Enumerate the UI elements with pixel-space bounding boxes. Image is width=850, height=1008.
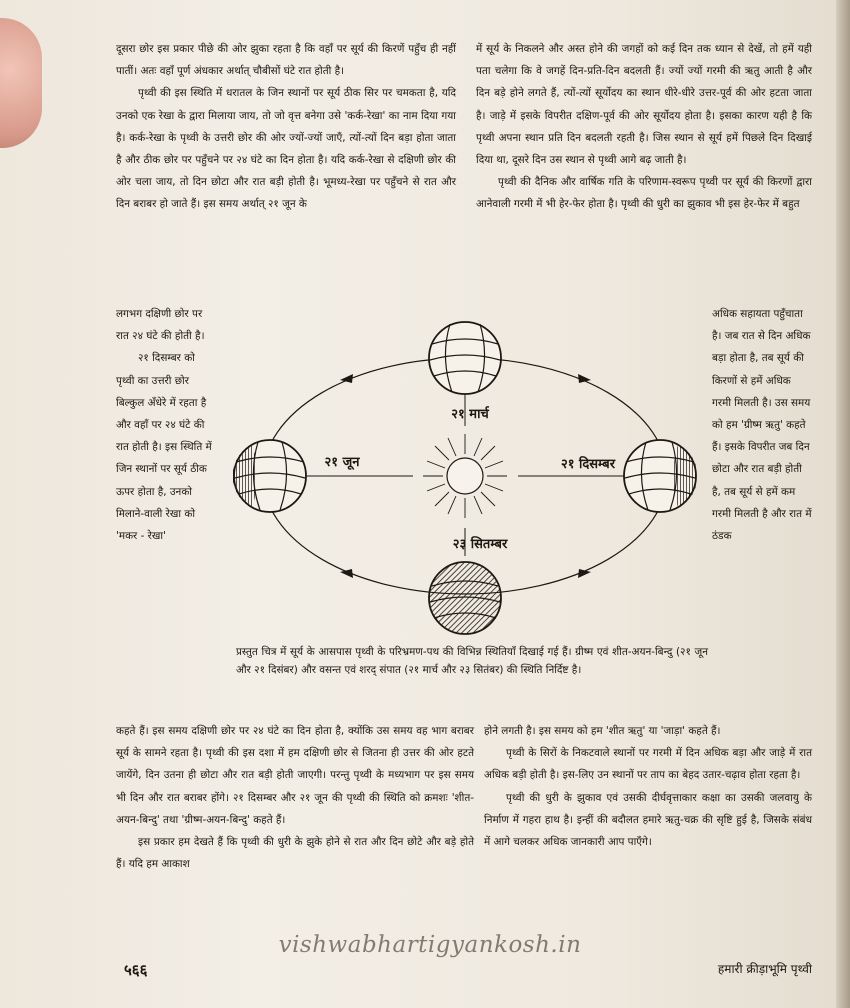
bottom-left-column <box>116 720 474 875</box>
right-column-top <box>476 38 812 216</box>
sun-icon <box>423 434 507 518</box>
label-june: २१ जून <box>324 455 360 470</box>
figure-caption: प्रस्तुत चित्र में सूर्य के आसपास पृथ्वी के परिभ्रमण-पथ की विभिन्न स्थितियाँ दिखाई गई हैं। ग्रीष्म एवं शीत-अयन-बिन्दु (२१ जून और २१ दिसंबर) और वसन्त एवं शरद् संपात (२१ मार्च और २३ सितंबर) की स्थिति निर्दिष्ट है। <box>236 646 708 676</box>
right-narrow-column <box>712 303 812 547</box>
earth-globe-september <box>429 562 501 634</box>
paragraph: अधिक सहायता पहुँचाता है। जब रात से दिन अधिक बड़ा होता है, तब सूर्य की किरणों से हमें अधिक गरमी मिलती है। उस समय को हम 'ग्रीष्म ऋतु' कहते हैं। इसके विपरीत जब दिन छोटा और रात बड़ी होती है, तब सूर्य से हमें कम गरमी मिलती है और रात में ठंडक <box>712 308 812 543</box>
label-september: २३ सितम्बर <box>452 537 508 552</box>
label-december: २१ दिसम्बर <box>560 457 616 472</box>
paragraph: २१ दिसम्बर को पृथ्वी का उत्तरी छोर बिल्कुल अँधेरे में रहता है और वहाँ पर २४ घंटे की रात होती है। इस स्थिति में जिन स्थानों पर सूर्य ठीक ऊपर होता है, उनको मिलाने-वाली रेखा को 'मकर - रेखा' <box>116 352 212 543</box>
thumb-in-frame <box>0 18 42 148</box>
orbit-arrow-icon <box>340 569 353 578</box>
watermark: vishwabhartigyankosh.in <box>278 932 582 958</box>
earth-globe-june <box>232 440 306 512</box>
orbit-arrow-icon <box>340 374 353 383</box>
bottom-right-column <box>484 720 812 853</box>
paragraph: इस प्रकार हम देखते हैं कि पृथ्वी की धुरी के झुके होने से रात और दिन छोटे और बड़े होते हैं। यदि हम आकाश <box>116 836 474 871</box>
paragraph: कहते हैं। इस समय दक्षिणी छोर पर २४ घंटे का दिन होता है, क्योंकि उस समय वह भाग बराबर सूर्य के सामने रहता है। पृथ्वी की इस दशा में हम दक्षिणी छोर से जितना ही उत्तर की ओर हटते जायेंगे, दिन उतना ही छोटा और रात बड़ी होती जाएगी। परन्तु पृथ्वी के मध्यभाग पर इस समय भी दिन और रात बराबर होंगे। २१ दिसम्बर और २१ जून की पृथ्वी की स्थिति को क्रमशः 'शीत-अयन-बिन्दु' तथा 'ग्रीष्म-अयन-बिन्दु' कहते हैं। <box>116 725 474 826</box>
paragraph: पृथ्वी की धुरी के झुकाव एवं उसकी दीर्घवृत्ताकार कक्षा का उसकी जलवायु के निर्माण में गहरा हाथ है। इन्हीं की बदौलत हमारे ऋतु-चक्र की सृष्टि हुई है, जिसके संबंध में आगे चलकर अधिक जानकारी आप पाएँगे। <box>484 791 812 849</box>
earth-globe-december <box>624 440 698 512</box>
left-narrow-column <box>116 303 214 547</box>
paragraph: पृथ्वी की दैनिक और वार्षिक गति के परिणाम-स्वरूप पृथ्वी पर सूर्य की किरणों द्वारा आनेवाली गरमी में भी हेर-फेर होता है। पृथ्वी की धुरी का झुकाव भी इस हेर-फेर में बहुत <box>476 176 812 211</box>
earth-orbit-diagram <box>218 316 712 638</box>
paragraph: दूसरा छोर इस प्रकार पीछे की ओर झुका रहता है कि वहाँ पर सूर्य की किरणें पहुँच ही नहीं पातीं। अतः वहाँ पूर्ण अंधकार अर्थात् चौबीसों घंटे रात होती है। <box>116 43 456 78</box>
page-edge-shadow <box>836 0 850 1008</box>
paragraph: में सूर्य के निकलने और अस्त होने की जगहों को कई दिन तक ध्यान से देखें, तो हमें यही पता चलेगा कि वे जगहें दिन-प्रति-दिन बदलती हैं। ज्यों ज्यों गरमी की ऋतु आती है और दिन बड़े होने लगते हैं, त्यों-त्यों सूर्योदय का स्थान धीरे-धीरे उत्तर-पूर्व की ओर हटता जाता है। जाड़े में इसके विपरीत दक्षिण-पूर्व की ओर सूर्योदय होता है। इसका कारण यही है कि पृथ्वी अपना स्थान प्रति दिन बदलती रहती है। जिस स्थान से सूर्य हमें पिछले दिन दिखाई दिया था, दूसरे दिन उस स्थान से पृथ्वी आगे बढ़ जाती है। <box>476 43 812 167</box>
paragraph: लगभग दक्षिणी छोर पर रात २४ घंटे की होती है। <box>116 308 205 343</box>
paragraph: पृथ्वी के सिरों के निकटवाले स्थानों पर गरमी में दिन अधिक बड़ा और जाड़े में रात अधिक बड़ी होती है। इस-लिए उन स्थानों पर ताप का बेहद उतार-चढ़ाव होता रहता है। <box>484 747 812 782</box>
paragraph: होने लगती है। इस समय को हम 'शीत ऋतु' या 'जाड़ा' कहते हैं। <box>484 725 721 737</box>
paragraph: पृथ्वी की इस स्थिति में धरातल के जिन स्थानों पर सूर्य ठीक सिर पर चमकता है, यदि उनको एक रेखा के द्वारा मिलाया जाय, तो जो वृत्त बनेगा उसे 'कर्क-रेखा' का नाम दिया गया है। कर्क-रेखा के पृथ्वी के उत्तरी छोर की ओर ज्यों-ज्यों जाएँ, त्यों-त्यों दिन बड़ा होता जाता है और ठीक छोर पर पहुँचने पर २४ घंटे का दिन होता है। यदि कर्क-रेखा से दक्षिणी छोर की ओर चला जाय, तो दिन छोटा और रात बड़ी होती है। भूमध्य-रेखा पर पहुँचने से रात और दिन बराबर हो जाते हैं। इस समय अर्थात् २१ जून के <box>116 87 456 211</box>
orbit-arrow-icon <box>578 374 591 383</box>
page-number: ५६६ <box>124 961 148 979</box>
running-footer-title: हमारी क्रीड़ाभूमि पृथ्वी <box>717 962 812 976</box>
earth-globe-march <box>429 322 501 394</box>
label-march: २१ मार्च <box>451 407 489 422</box>
left-column-top <box>116 38 456 216</box>
orbit-arrow-icon <box>578 569 591 578</box>
